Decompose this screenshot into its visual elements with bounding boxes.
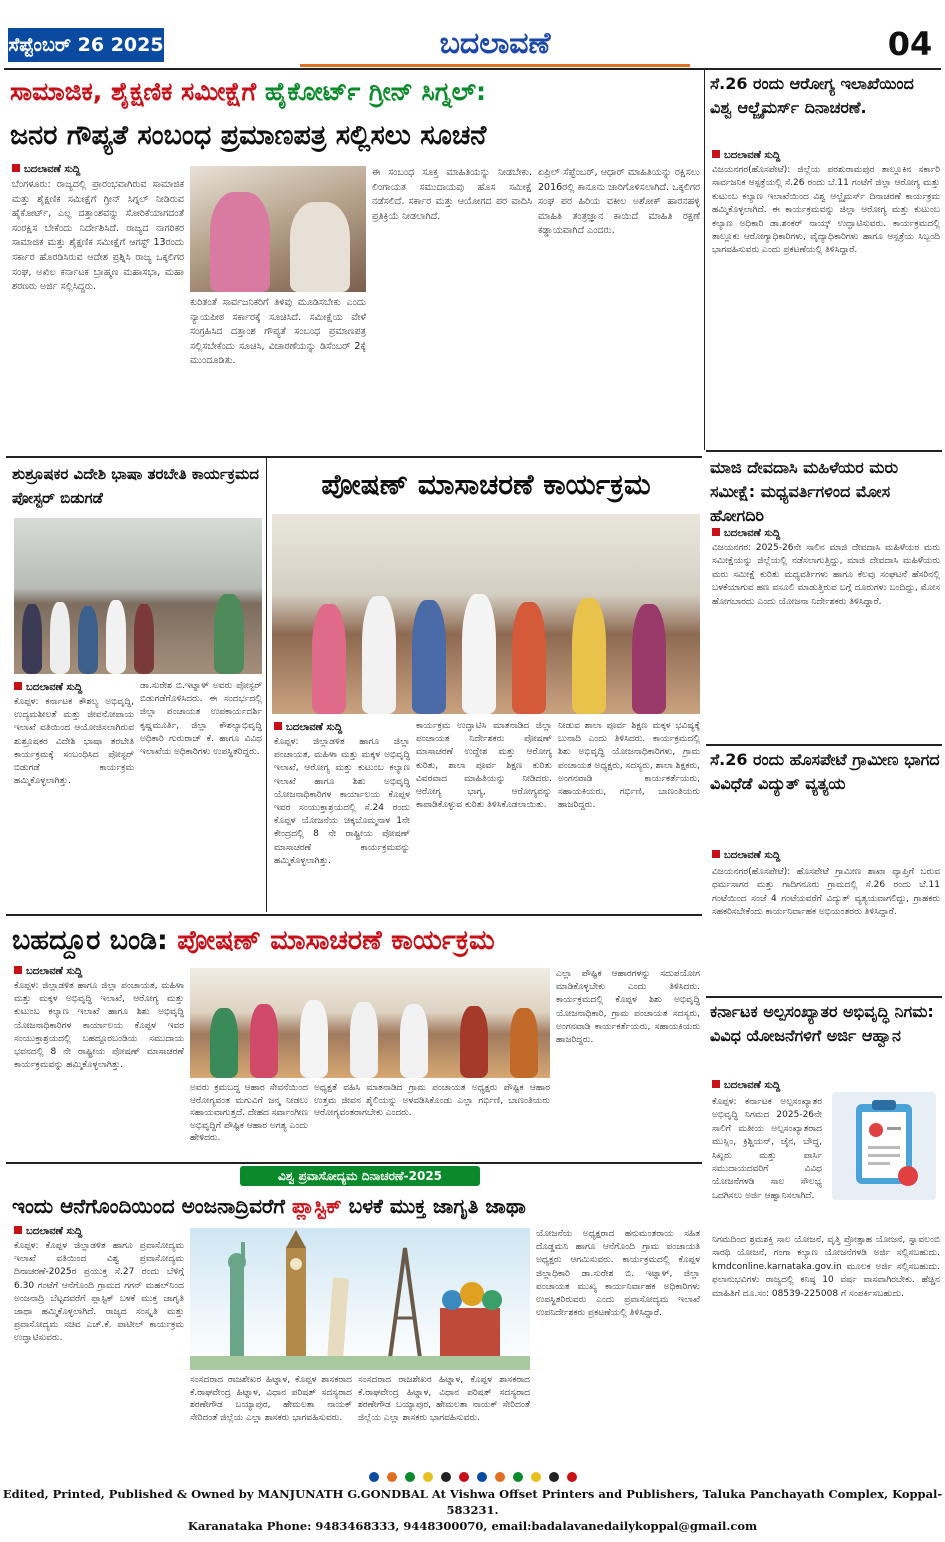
right3-text: ವಿಜಯನಗರ(ಹೊಸಪೇಟೆ): ಹೊಸಪೇಟೆ ಗ್ರಾಮೀಣ ಶಾಖಾ ವ್ಯಾಪ್ತಿಗೆ ಬರುವ ಧರ್ಮಸಾಗರ ಮತ್ತು ಗಾದಿಗನೂರು ಗ್ರಾಮದಲ್ಲಿ ಸೆ.26 ರಂದು ಬೆ.11 ಗಂಟೆಯಿಂದ ಸಂಜೆ 4 ಗಂಟೆಯವರೆಗೆ ವಿದ್ಯುತ್ ವ್ಯತ್ಯಯವಾಗಲಿದ್ದು, ಗ್ರಾಹಕರು ಸಹಕರಿಸಬೇಕೆಂದು ಕಾರ್ಯನಿರ್ವಾಹಕ ಅಭಿಯಂತರರು ತಿಳಿಸಿದ್ದಾರೆ. (712, 867, 940, 918)
left-small-title: ಶುಶ್ರೂಷಕರ ವಿದೇಶಿ ಭಾಷಾ ತರಬೇತಿ ಕಾರ್ಯಕ್ರಮದ ಪೋಸ್ಟರ್ ಬಿಡುಗಡೆ (12, 465, 259, 507)
masthead-underline (300, 64, 690, 67)
photo-figure (362, 596, 396, 714)
photo-figure (300, 1000, 328, 1078)
box-rule (706, 450, 942, 452)
poshan2-title-red: ಪೋಷಣ್ ಮಾಸಾಚರಣೆ ಕಾರ್ಯಕ್ರಮ (177, 925, 495, 956)
right3-title: ಸೆ.26 ರಂದು ಹೊಸಪೇಟೆ ಗ್ರಾಮೀಣ ಭಾಗದ ವಿವಿಧೆಡೆ ವಿದ್ಯುತ್ ವ್ಯತ್ಯಯ (710, 750, 940, 793)
right3-byline: ಬದಲಾವಣೆ ಸುದ್ದಿ (712, 850, 780, 861)
footer-line1: Edited, Printed, Published & Owned by MANJUNATH G.GONDBAL At Vishwa Offset Printers and Publishers, Taluka Panchayath Complex, Koppal-583231. (2, 1487, 943, 1517)
photo-figure (210, 1008, 238, 1078)
footer-line2: Karanataka Phone: 9483468333, 9448300070, email:badalavanedailykoppal@gmail.com (187, 1519, 758, 1533)
tourism-title-part2: ಬಳಕೆ ಮುಕ್ತ ಜಾಗೃತಿ ಜಾಥಾ (348, 1194, 526, 1218)
column-divider (704, 70, 705, 450)
photo-figure (462, 594, 496, 714)
issue-date: ಸೆಪ್ಟೆಂಬರ್ 26 2025 (8, 28, 164, 62)
masthead-title: ಬದಲಾವಣೆ (439, 26, 551, 61)
photo-figure (312, 604, 346, 714)
poshan2-col1: ಕೊಪ್ಪಳ: ಜಿಲ್ಲಾಡಳಿತ ಹಾಗೂ ಜಿಲ್ಲಾ ಪಂಚಾಯತ, ಮಹಿಳಾ ಮತ್ತು ಮಕ್ಕಳ ಅಭಿವೃದ್ಧಿ ಇಲಾಖೆ, ಆರೋಗ್ಯ ಮತ್ತು ಕುಟುಂಬ ಕಲ್ಯಾಣ ಇಲಾಖೆ ಹಾಗೂ ಶಿಶು ಅಭಿವೃದ್ಧಿ ಯೋಜನಾಧಿಕಾರಿಗಳ ಕಾರ್ಯಾಲಯ ಕೊಪ್ಪಳ ಇವರ ಸಂಯುಕ್ತಾಶ್ರಯದಲ್ಲಿ ಬಹದ್ದೂರಬಂಡಿಯ ಸಮುದಾಯ ಭವನದಲ್ಲಿ 8 ನೇ ರಾಷ್ಟ್ರೀಯ ಪೋಷಣ್ ಮಾಸಾಚರಣೆ ಕಾರ್ಯಕ್ರಮವನ್ನು ಹಮ್ಮಿಕೊಳ್ಳಲಾಗಿತ್ತು. (14, 981, 184, 1071)
left-small-photo (14, 518, 262, 674)
lead-col3: ಈ ಸಂಬಂಧ ಸೂಕ್ತ ಮಾಹಿತಿಯನ್ನು ನೀಡಬೇಕು. ಲಿಂಗಾಯತ ಸಮುದಾಯವು ಹೊಸ ಸಮೀಕ್ಷೆ ನಡೆಸಲಿದೆ. ಸರ್ಕಾರ ಮತ್ತು ಆಯೋಗದ ಪರ ವಾದಿಸಿ ಪ್ರತಿಕ್ರಿಯೆ ನೀಡಲಾಗಿದೆ. (372, 167, 532, 222)
world-landmarks-icon (190, 1228, 530, 1370)
poshan1-col1: ಕೊಪ್ಪಳ: ಜಿಲ್ಲಾಡಳಿತ ಹಾಗೂ ಜಿಲ್ಲಾ ಪಂಚಾಯತ, ಮಹಿಳಾ ಮತ್ತು ಮಕ್ಕಳ ಅಭಿವೃದ್ಧಿ ಇಲಾಖೆ, ಆರೋಗ್ಯ ಮತ್ತು ಕುಟುಂಬ ಕಲ್ಯಾಣ ಇಲಾಖೆ ಹಾಗೂ ಶಿಶು ಅಭಿವೃದ್ಧಿ ಯೋಜನಾಧಿಕಾರಿಗಳ ಕಾರ್ಯಾಲಯ ಕೊಪ್ಪಳ ಇವರ ಸಂಯುಕ್ತಾಶ್ರಯದಲ್ಲಿ ಸೆ.24 ರಂದು ಕೊಪ್ಪಳ ಯೋಜನೆಯ ಚಿಕ್ಕಬೊಮ್ಮನಾಳ 1ನೇ ಕೇಂದ್ರದಲ್ಲಿ 8 ನೇ ರಾಷ್ಟ್ರೀಯ ಪೋಷಣ್ ಮಾಸಾಚರಣೆ ಕಾರ್ಯಕ್ರಮವನ್ನು ಹಮ್ಮಿಕೊಳ್ಳಲಾಗಿತ್ತು. (274, 737, 410, 866)
photo-figure (412, 600, 446, 714)
right4-byline: ಬದಲಾವಣೆ ಸುದ್ದಿ (712, 1080, 780, 1091)
poshan2-col2: ಅವರು ಕ್ರಮಬದ್ಧ ಆಹಾರ ಸೇವನೆಯಿಂದ ಆರೋಗ್ಯವಂತ ಮಗುವಿಗೆ ಜನ್ಮ ನೀಡಲು ಸಹಾಯವಾಗುತ್ತದೆ. ದೇಹದ ಸರ್ವಾಂಗೀಣ ಅಭಿವೃದ್ಧಿಗೆ ಪೌಷ್ಟಿಕ ಆಹಾರ ಅಗತ್ಯ ಎಂದು ಹೇಳಿದರು. (190, 1083, 308, 1144)
tourism-col3: ಯೋಜನೆಯ ಅಧ್ಯಕ್ಷರಾದ ಹನುಮಂತರಾಯ ಸಹಿತ ದೊಡ್ಡಮನಿ ಹಾಗೂ ಆನೆಗೊಂದಿ ಗ್ರಾಮ ಪಂಚಾಯತಿ ಅಧ್ಯಕ್ಷರು ಆಗಮಿಸುವರು. ಕಾರ್ಯಕ್ರಮದಲ್ಲಿ ಕೊಪ್ಪಳ ಜಿಲ್ಲಾಧಿಕಾರಿ ಡಾ.ಸುರೇಶ ಬಿ. ಇಟ್ನಾಳ್, ಜಿಲ್ಲಾ ಪಂಚಾಯತ ಮುಖ್ಯ ಕಾರ್ಯನಿರ್ವಾಹಕ ಅಧಿಕಾರಿಗಳು ಉಪಸ್ಥಿತರಿರುವರು ಎಂದು ಪ್ರವಾಸೋದ್ಯಮ ಇಲಾಖೆ ಉಪನಿರ್ದೇಶಕರು ಪ್ರಕಟಣೆಯಲ್ಲಿ ತಿಳಿಸಿದ್ದಾರೆ. (536, 1229, 700, 1319)
lead-headline (10, 72, 700, 112)
footer-color-dots (0, 1470, 945, 1484)
right2-title: ಮಾಜಿ ದೇವದಾಸಿ ಮಹಿಳೆಯರ ಮರು ಸಮೀಕ್ಷೆ: ಮಧ್ಯವರ್ತಿಗಳಿಂದ ಮೋಸ ಹೋಗದಿರಿ (710, 458, 899, 525)
tourism-byline: ಬದಲಾವಣೆ ಸುದ್ದಿ (14, 1226, 82, 1237)
right1-text: ವಿಜಯನಗರ(ಹೊಸಪೇಟೆ): ಜಿಲ್ಲೆಯ ಪರಶುರಾಮಪುರ ತಾಲ್ಲೂಕಿನ ಸರ್ಕಾರಿ ಸಾರ್ವಜನಿಕ ಆಸ್ಪತ್ರೆಯಲ್ಲಿ ಸೆ.26 ರಂದು ಬೆ.11 ಗಂಟೆಗೆ ಜಿಲ್ಲಾ ಆರೋಗ್ಯ ಮತ್ತು ಕುಟುಂಬ ಕಲ್ಯಾಣ ಇಲಾಖೆಯಿಂದ ವಿಶ್ವ ಆಲ್ಜೈಮರ್ಸ್ ದಿನಾಚರಣೆ ಕಾರ್ಯಕ್ರಮ ಹಮ್ಮಿಕೊಳ್ಳಲಾಗಿದೆ. ಈ ಕಾರ್ಯಕ್ರಮವನ್ನು ಜಿಲ್ಲಾ ಆರೋಗ್ಯ ಮತ್ತು ಕುಟುಂಬ ಕಲ್ಯಾಣ ಅಧಿಕಾರಿ ಡಾ.ಶಂಕರ್ ನಾಯ್ಕ್ ಉದ್ಘಾಟಿಸುವರು. ಕಾರ್ಯಕ್ರಮದಲ್ಲಿ ತಾಲ್ಲೂಕು ಆರೋಗ್ಯಾಧಿಕಾರಿಗಳು, ವೈದ್ಯಾಧಿಕಾರಿಗಳು ಹಾಗೂ ಆಸ್ಪತ್ರೆಯ ಸಿಬ್ಬಂದಿ ಭಾಗವಹಿಸುವರು ಎಂದು ಪ್ರಕಟಣೆಯಲ್ಲಿ ತಿಳಿಸಿದ್ದಾರೆ. (712, 165, 940, 256)
tourism-banner: ವಿಶ್ವ ಪ್ರವಾಸೋದ್ಯಮ ದಿನಾಚರಣೆ-2025 (240, 1166, 480, 1186)
poshan2-photo (190, 968, 550, 1078)
right1-title: ಸೆ.26 ರಂದು ಆರೋಗ್ಯ ಇಲಾಖೆಯಿಂದ ವಿಶ್ವ ಆಲ್ಜೈಮರ್ಸ್ ದಿನಾಚರಣೆ. (710, 74, 914, 117)
photo-figure (290, 202, 350, 292)
tourism-title-red: ಪ್ಲಾಸ್ಟಿಕ್ (291, 1194, 342, 1218)
lead-col1: ಬೆಂಗಳೂರು: ರಾಜ್ಯದಲ್ಲಿ ಪ್ರಾರಂಭವಾಗಿರುವ ಸಾಮಾಜಿಕ ಮತ್ತು ಶೈಕ್ಷಣಿಕ ಸಮೀಕ್ಷೆಗೆ ಗ್ರೀನ್ ಸಿಗ್ನಲ್ ನೀಡಿರುವ ಹೈಕೋರ್ಟ್, ಎಲ್ಲ ದತ್ತಾಂಶವನ್ನು ಸೋರಿಕೆಯಾಗದಂತೆ ಸಂರಕ್ಷಿಸ ಬೇಕೆಂದು ನಿರ್ದೇಶಿಸಿದೆ. ರಾಜ್ಯದ ನಾಗರಿಕರ ಸಾಮಾಜಿಕ ಮತ್ತು ಶೈಕ್ಷಣಿಕ ಸಮೀಕ್ಷೆಗೆ ಆಗಸ್ಟ್ 13ರಂದು ಸರ್ಕಾರ ಹೊರಡಿಸಿರುವ ಆದೇಶ ಪ್ರಶ್ನಿಸಿ ರಾಜ್ಯ ಒಕ್ಕಲಿಗರ ಸಂಘ, ಅಖಿಲ ಕರ್ನಾಟಕ ಬ್ರಾಹ್ಮಣ ಮಹಾಸಭಾ, ಮಹಾ ಶರಣರು ಅರ್ಜಿ ಸಲ್ಲಿಸಿದ್ದರು. (12, 179, 184, 293)
section-rule (6, 914, 702, 916)
poshan1-title: ಪೋಷಣ್ ಮಾಸಾಚರಣೆ ಕಾರ್ಯಕ್ರಮ (321, 468, 651, 501)
poshan1-col2: ಕಾರ್ಯಕ್ರಮ ಉದ್ಘಾಟಿಸಿ ಮಾತನಾಡಿದ ಜಿಲ್ಲಾ ಪಂಚಾಯತ ನಿರ್ದೇಶಕರು ಪೋಷಣ್ ಮಾಸಾಚರಣೆ ಉದ್ದೇಶ ಮತ್ತು ಆರೋಗ್ಯ ಕುರಿತು, ಶಾಲಾ ಪೂರ್ವ ಶಿಕ್ಷಣ ಕುರಿತು ವಿವರವಾದ ಮಾಹಿತಿಯನ್ನು ನೀಡಿದರು. ಆರೋಗ್ಯ ಭಾಗ್ಯ, ಆರೋಗ್ಯವನ್ನು ಕಾಪಾಡಿಕೊಳ್ಳುವ ಕುರಿತು ತಿಳಿಸಿಕೊಡಲಾಯಿತು. (416, 721, 552, 811)
lead-photo (190, 166, 366, 292)
photo-figure (510, 1008, 538, 1078)
right2-byline: ಬದಲಾವಣೆ ಸುದ್ದಿ (712, 528, 780, 539)
photo-figure (250, 1004, 278, 1078)
box-rule (706, 744, 942, 746)
left-small-col2: ಡಾ.ಸುರೇಶ ಬಿ.ಇಟ್ನಾಳ್ ಅವರು ಪೋಸ್ಟರ್ ಬಿಡುಗಡೆಗೊಳಿಸಿದರು. ಈ ಸಂದರ್ಭದಲ್ಲಿ ಜಿಲ್ಲಾ ಪಂಚಾಯತ ಉಪಕಾರ್ಯದರ್ಶಿ ಕೃಷ್ಣಮೂರ್ತಿ, ಜಿಲ್ಲಾ ಕೌಶಲ್ಯಾಭಿವೃದ್ಧಿ ಅಧಿಕಾರಿ ಗುರುರಾಜ್ ಕೆ. ಹಾಗೂ ವಿವಿಧ ಇಲಾಖೆಯ ಅಧಿಕಾರಿಗಳು ಉಪಸ್ಥಿತರಿದ್ದರು. (140, 681, 262, 758)
lead-headline-green: ಹೈಕೋರ್ಟ್ ಗ್ರೀನ್ ಸಿಗ್ನಲ್: (264, 77, 486, 106)
right2-text: ವಿಜಯನಗರ: 2025-26ನೇ ಸಾಲಿನ ಮಾಜಿ ದೇವದಾಸಿ ಮಹಿಳೆಯರ ಮರು ಸಮೀಕ್ಷೆಯನ್ನು ಜಿಲ್ಲೆಯಲ್ಲಿ ನಡೆಸಲಾಗುತ್ತಿದ್ದು, ಮಾಜಿ ದೇವದಾಸಿ ಮಹಿಳೆಯರು ಮರು ಸಮೀಕ್ಷೆ ಕುರಿತು ಮಧ್ಯವರ್ತಿಗಳು ಹಾಗೂ ಕೆಲವು ಸಂಘಟನೆ ಹೆಸರಿನಲ್ಲಿ ಬಳಕೆಯಾಗುವ ಹಣ ವಸೂಲಿ ಮಾಡುತ್ತಿರುವ ಬಗ್ಗೆ ದೂರುಗಳು ಬಂದಿದ್ದು, ಮೋಸ ಹೋಗಬಾರದು ಎಂದು ಯೋಜನಾ ನಿರ್ದೇಶಕರು ತಿಳಿಸಿದ್ದಾರೆ. (712, 543, 940, 607)
tourism-col2: ಸಂಸದರಾದ ರಾಜಶೇಖರ ಹಿಟ್ನಾಳ, ಕೊಪ್ಪಳ ಶಾಸಕರಾದ ಕೆ.ರಾಘವೇಂದ್ರ ಹಿಟ್ನಾಳ, ವಿಧಾನ ಪರಿಷತ್ ಸದಸ್ಯರಾದ ಶರಣೇಗೌಡ ಬಯ್ಯಾಪುರ, ಹೇಮಲತಾ ನಾಯಕ್ ಸೇರಿದಂತೆ ಜಿಲ್ಲೆಯ ಎಲ್ಲಾ ಶಾಸಕರು ಭಾಗವಹಿಸುವರು. (190, 1375, 352, 1423)
box-rule (706, 996, 942, 998)
footer-imprint (0, 1486, 945, 1538)
photo-figure (460, 1006, 488, 1078)
poshan2-byline: ಬದಲಾವಣೆ ಸುದ್ದಿ (14, 966, 82, 977)
right4-title: ಕರ್ನಾಟಕ ಅಲ್ಪಸಂಖ್ಯಾತರ ಅಭಿವೃದ್ಧಿ ನಿಗಮ: ವಿವಿಧ ಯೋಜನೆಗಳಿಗೆ ಅರ್ಜಿ ಆಹ್ವಾನ (710, 1002, 934, 1045)
application-form-illustration (832, 1092, 936, 1200)
lead-subheadline: ಜನರ ಗೌಪ್ಯತೆ ಸಂಬಂಧ ಪ್ರಮಾಣಪತ್ರ ಸಲ್ಲಿಸಲು ಸೂಚನೆ (10, 120, 487, 151)
poshan1-byline: ಬದಲಾವಣೆ ಸುದ್ದಿ (274, 722, 342, 733)
section-rule (6, 1162, 702, 1164)
tourism-col1: ಕೊಪ್ಪಳ: ಕೊಪ್ಪಳ ಜಿಲ್ಲಾಡಳಿತ ಹಾಗೂ ಪ್ರವಾಸೋದ್ಯಮ ಇಲಾಖೆ ವತಿಯಿಂದ ವಿಶ್ವ ಪ್ರವಾಸೋದ್ಯಮ ದಿನಾಚರಣೆ-2025ರ ಪ್ರಯುಕ್ತ ಸೆ.27 ರಂದು ಬೆಳಿಗ್ಗೆ 6.30 ಗಂಟೆಗೆ ಆನೆಗೊಂದಿ ಗ್ರಾಮದ ಗಗನ್ ಮಹಲ್‌ನಿಂದ ಅಂಜನಾದ್ರಿ ಬೆಟ್ಟದವರೆಗೆ ಪ್ಲಾಸ್ಟಿಕ್ ಬಳಕೆ ಮುಕ್ತ ಜಾಗೃತಿ ಜಾಥಾ ಹಮ್ಮಿಕೊಳ್ಳಲಾಗಿದೆ. ರಾಜ್ಯದ ಸಂಸ್ಕೃತಿ ಮತ್ತು ಪ್ರವಾಸೋದ್ಯಮ ಸಚಿವ ಎಚ್.ಕೆ. ಪಾಟೀಲ್ ಕಾರ್ಯಕ್ರಮ ಉದ್ಘಾಟಿಸುವರು. (14, 1241, 184, 1344)
column-divider (266, 458, 267, 912)
page-number: 04 (887, 25, 933, 63)
photo-figure (512, 602, 546, 714)
left-small-col1: ಕೊಪ್ಪಳ: ಕರ್ನಾಟಕ ಕೌಶಲ್ಯ ಅಭಿವೃದ್ಧಿ, ಉದ್ಯಮಶೀಲತೆ ಮತ್ತು ಜೀವನೋಪಾಯ ಇಲಾಖೆ ವತಿಯಿಂದ ಆಯೋಜಿಸಲಾಗಿರುವ ಶುಶ್ರೂಷಕರ ವಿದೇಶಿ ಭಾಷಾ ತರಬೇತಿ ಕಾರ್ಯಕ್ರಮಕ್ಕೆ ಸಂಬಂಧಿಸಿದ ಪೋಸ್ಟರ್ ಬಿಡುಗಡೆ ಕಾರ್ಯಕ್ರಮ ಹಮ್ಮಿಕೊಳ್ಳಲಾಗಿತ್ತು. (14, 697, 134, 787)
photo-figure (214, 594, 244, 674)
photo-figure (210, 192, 270, 292)
photo-figure (134, 604, 154, 674)
lead-col2: ಕುರಿತಂತೆ ಸಾರ್ವಜನಿಕರಿಗೆ ತಿಳಿವು ಮೂಡಿಸಬೇಕು ಎಂದು ನ್ಯಾಯಪೀಠ ಸರ್ಕಾರಕ್ಕೆ ಸೂಚಿಸಿದೆ. ಸಮೀಕ್ಷೆಯ ವೇಳೆ ಸಂಗ್ರಹಿಸಿದ ದತ್ತಾಂಶ ಗೌಪ್ಯತೆ ಸಂಬಂಧ ಪ್ರಮಾಣಪತ್ರ ಸಲ್ಲಿಸಬೇಕೆಂದು ಸೂಚಿಸಿ, ವಿಚಾರಣೆಯನ್ನು ಡಿಸೆಂಬರ್ 2ಕ್ಕೆ ಮುಂದೂಡಿತು. (190, 297, 366, 367)
poshan2-col4: ಎಲ್ಲಾ ಪೌಷ್ಟಿಕ ಆಹಾರಗಳನ್ನು ಸದುಪಯೋಗ ಮಾಡಿಕೊಳ್ಳಬೇಕು ಎಂದು ತಿಳಿಸಿದರು. ಕಾರ್ಯಕ್ರಮದಲ್ಲಿ ಕೊಪ್ಪಳ ಶಿಶು ಅಭಿವೃದ್ಧಿ ಯೋಜನಾಧಿಕಾರಿ, ಗ್ರಾಮ ಪಂಚಾಯತ ಸದಸ್ಯರು, ಅಂಗನವಾಡಿ ಕಾರ್ಯಕರ್ತೆಯರು, ಸಹಾಯಕಿಯರು ಹಾಜರಿದ್ದರು. (556, 969, 700, 1046)
left-small-byline: ಬದಲಾವಣೆ ಸುದ್ದಿ (14, 682, 82, 693)
lead-col4: ಏಪ್ರಿಲ್ ಸೆಪ್ಟೆಂಬರ್, ಆಧಾರ್ ಮಾಹಿತಿಯನ್ನು ರಕ್ಷಿಸಲು 2016ರಲ್ಲಿ ಕಾನೂನು ಜಾರಿಗೊಳಿಸಲಾಗಿದೆ. ಒಕ್ಕಲಿಗರ ಸಂಘ ಪರ ಹಿರಿಯ ವಕೀಲ ಅಶೋಕ್ ಹಾರನಹಳ್ಳಿ ಮಾಹಿತಿ ತಂತ್ರಜ್ಞಾನ ಕಾಯಿದೆ ಮಾಹಿತಿ ರಕ್ಷಣೆ ಕಡ್ಡಾಯವಾಗಿದೆ ಎಂದರು. (538, 167, 700, 237)
tourism-title (12, 1188, 700, 1224)
photo-figure (78, 606, 98, 674)
photo-figure (22, 604, 42, 674)
photo-figure (350, 1002, 378, 1078)
lead-headline-red: ಸಾಮಾಜಿಕ, ಶೈಕ್ಷಣಿಕ ಸಮೀಕ್ಷೆಗೆ (10, 77, 257, 106)
poshan2-title (12, 918, 700, 964)
photo-figure (572, 598, 606, 714)
clipboard-icon (832, 1092, 936, 1200)
tourism-col2b: ಸಂಸದರಾದ ರಾಜಶೇಖರ ಹಿಟ್ನಾಳ, ಕೊಪ್ಪಳ ಶಾಸಕರಾದ ಕೆ.ರಾಘವೇಂದ್ರ ಹಿಟ್ನಾಳ, ವಿಧಾನ ಪರಿಷತ್ ಸದಸ್ಯರಾದ ಶರಣೇಗೌಡ ಬಯ್ಯಾಪುರ, ಹೇಮಲತಾ ನಾಯಕ್ ಸೇರಿದಂತೆ ಜಿಲ್ಲೆಯ ಎಲ್ಲಾ ಶಾಸಕರು ಭಾಗವಹಿಸುವರು. (358, 1375, 530, 1423)
right4-text-bottom: ನಿಗಮದಿಂದ ಶ್ರಮಶಕ್ತಿ ಸಾಲ ಯೋಜನೆ, ವೃತ್ತಿ ಪ್ರೋತ್ಸಾಹ ಯೋಜನೆ, ಸ್ವಾವಲಂಬಿ ಸಾರಥಿ ಯೋಜನೆ, ಗಂಗಾ ಕಲ್ಯಾಣ ಯೋಜನೆಗಳಡಿ ಅರ್ಜಿ ಸಲ್ಲಿಸಬಹುದು. kmdconline.karnataka.gov.in ಮೂಲಕ ಅರ್ಜಿ ಸಲ್ಲಿಸಬಹುದು. ಫಲಾನುಭವಿಗಳು ರಾಜ್ಯದಲ್ಲಿ ಕನಿಷ್ಠ 10 ವರ್ಷ ವಾಸವಾಗಿರಬೇಕು. ಹೆಚ್ಚಿನ ಮಾಹಿತಿಗೆ ದೂ.ಸಂ: 08539-225008 ಗೆ ಸಂಪರ್ಕಿಸಬಹುದು. (712, 1235, 940, 1299)
poshan2-title-black: ಬಹದ್ದೂರ ಬಂಡಿ: (12, 925, 168, 956)
poshan1-photo (272, 514, 700, 714)
header-rule (4, 68, 941, 70)
section-rule (6, 456, 702, 458)
lead-byline: ಬದಲಾವಣೆ ಸುದ್ದಿ (12, 164, 80, 175)
poshan2-col3: ಅಧ್ಯಕ್ಷತೆ ವಹಿಸಿ ಮಾತನಾಡಿದ ಗ್ರಾಮ ಪಂಚಾಯತ ಅಧ್ಯಕ್ಷರು ಪೌಷ್ಟಿಕ ಆಹಾರ ಉತ್ತಮ ಜೀವನ ಶೈಲಿಯನ್ನು ಅಳವಡಿಸಿಕೊಂಡು ಎಲ್ಲಾ ಗರ್ಭಿಣಿ, ಬಾಣಂತಿಯರು ಆರೋಗ್ಯವಂತರಾಗಬೇಕು ಎಂದರು. (314, 1083, 550, 1119)
photo-figure (632, 604, 666, 714)
poshan1-col3: ನೀಡುವ ಶಾಲಾ ಪೂರ್ವ ಶಿಕ್ಷಣ ಮಕ್ಕಳ ಭವಿಷ್ಯಕ್ಕೆ ಬುನಾದಿ ಎಂದು ತಿಳಿಸಿದರು. ಕಾರ್ಯಕ್ರಮದಲ್ಲಿ ಶಿಶು ಅಭಿವೃದ್ಧಿ ಯೋಜನಾಧಿಕಾರಿಗಳು, ಗ್ರಾಮ ಪಂಚಾಯತ ಅಧ್ಯಕ್ಷರು, ಸದಸ್ಯರು, ಶಾಲಾ ಶಿಕ್ಷಕರು, ಅಂಗನವಾಡಿ ಕಾರ್ಯಕರ್ತೆಯರು, ಸಹಾಯಕಿಯರು, ಗರ್ಭಿಣಿ, ಬಾಣಂತಿಯರು ಹಾಜರಿದ್ದರು. (558, 721, 700, 811)
tourism-title-part1: ಇಂದು ಆನೆಗೊಂದಿಯಿಂದ ಅಂಜನಾದ್ರಿವರೆಗೆ (12, 1194, 285, 1218)
photo-figure (106, 600, 126, 674)
right4-text-top: ಕೊಪ್ಪಳ: ಕರ್ನಾಟಕ ಅಲ್ಪಸಂಖ್ಯಾತರ ಅಭಿವೃದ್ಧಿ ನಿಗಮದ 2025-26ನೇ ಸಾಲಿಗೆ ಮತೀಯ ಅಲ್ಪಸಂಖ್ಯಾತರಾದ ಮುಸ್ಲಿಂ, ಕ್ರಿಶ್ಚಿಯನ್, ಜೈನ, ಬೌದ್ಧ, ಸಿಖ್ಖರು ಮತ್ತು ಪಾರ್ಸಿ ಸಮುದಾಯದವರಿಗೆ ವಿವಿಧ ಯೋಜನೆಗಳಡಿ ಸಾಲ ಸೌಲಭ್ಯ ಒದಗಿಸಲು ಅರ್ಜಿ ಆಹ್ವಾನಿಸಲಾಗಿದೆ. (712, 1097, 822, 1201)
right1-byline: ಬದಲಾವಣೆ ಸುದ್ದಿ (712, 150, 780, 161)
tourism-landmarks-illustration (190, 1228, 530, 1370)
photo-figure (50, 602, 70, 674)
photo-figure (400, 1004, 428, 1078)
